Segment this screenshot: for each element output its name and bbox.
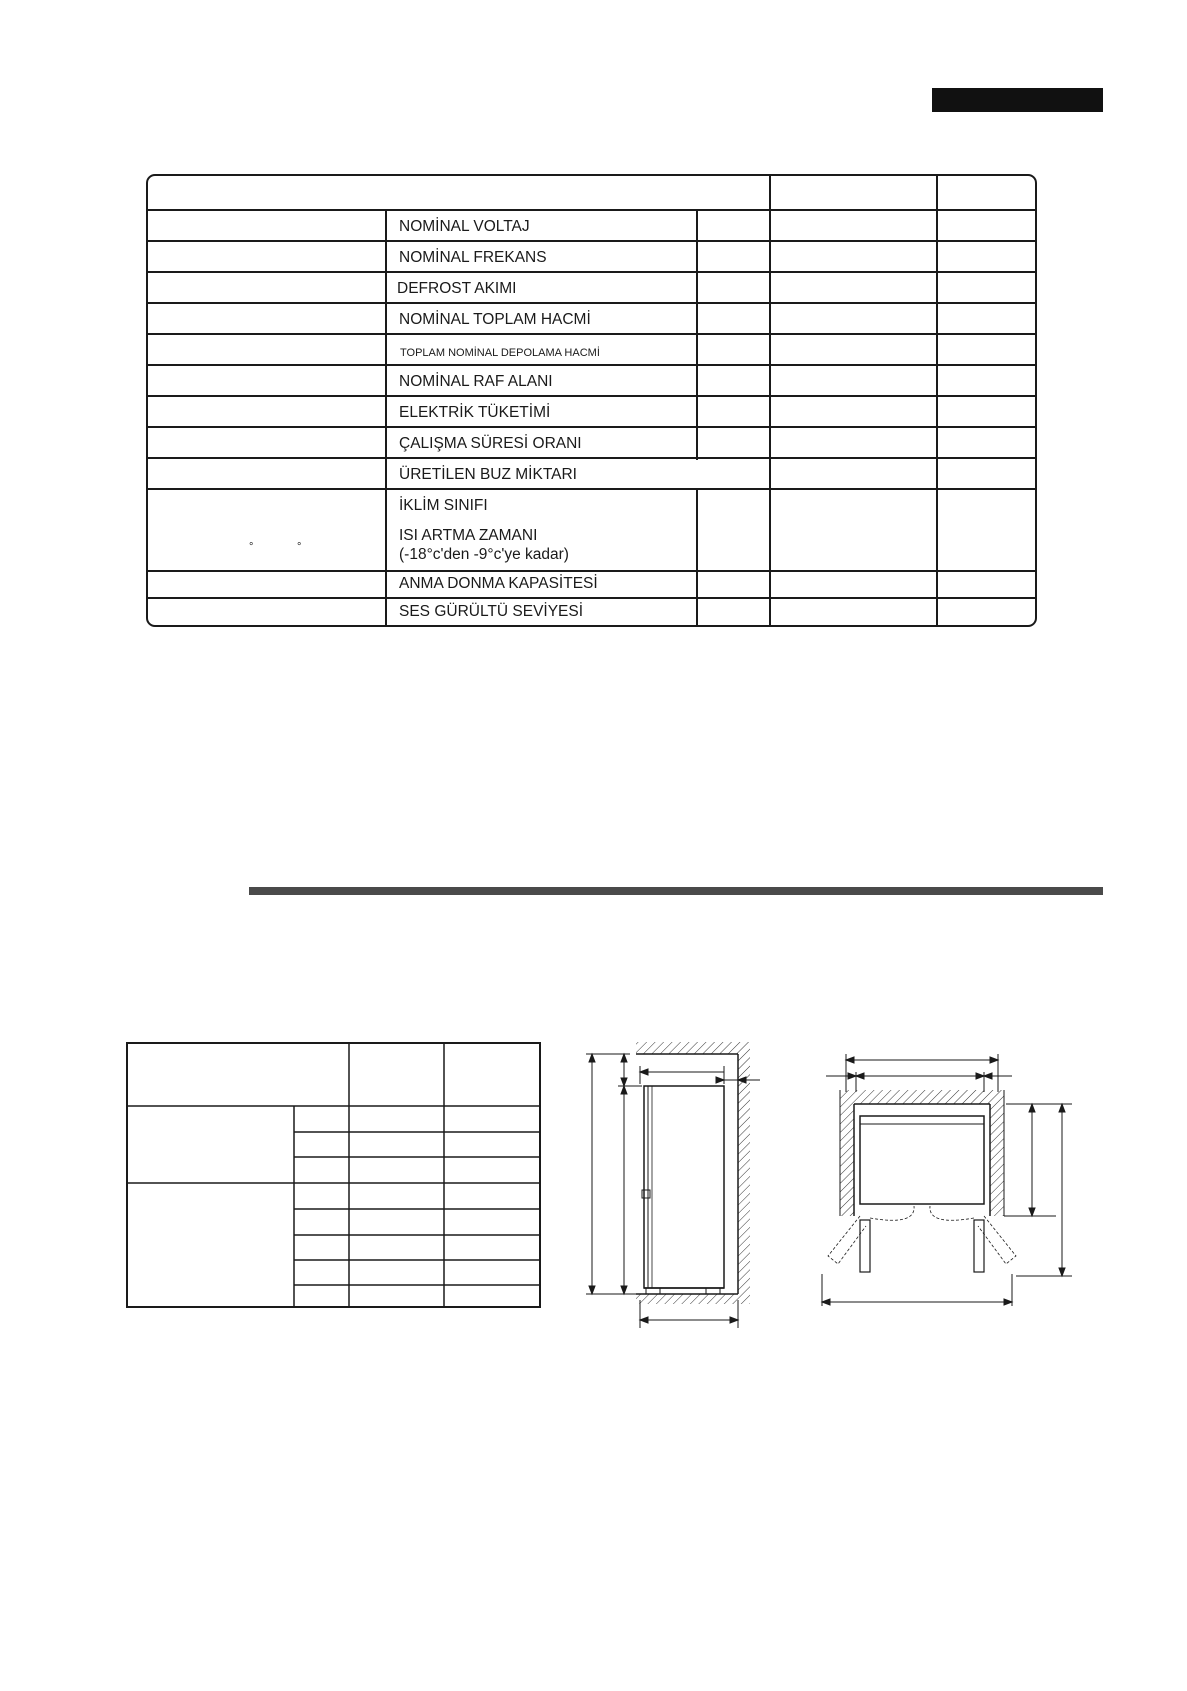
section-tab xyxy=(932,88,1103,112)
side-view-clearance-diagram xyxy=(576,1036,766,1331)
spec-label-temperature-rise-range: (-18°c'den -9°c'ye kadar) xyxy=(399,546,569,563)
spec-label-ice-production: ÜRETİLEN BUZ MİKTARI xyxy=(399,466,577,483)
spec-label-rated-voltage: NOMİNAL VOLTAJ xyxy=(399,218,530,235)
specification-table xyxy=(146,174,1037,627)
table-divider xyxy=(148,333,1035,335)
spec-label-rated-total-volume: NOMİNAL TOPLAM HACMİ xyxy=(399,311,591,328)
table-divider xyxy=(148,209,1035,211)
table-divider xyxy=(148,364,1035,366)
table-divider xyxy=(148,570,1035,572)
table-divider xyxy=(148,302,1035,304)
table-divider xyxy=(148,597,1035,599)
table-divider xyxy=(936,176,938,625)
spec-label-running-time-ratio: ÇALIŞMA SÜRESİ ORANI xyxy=(399,435,582,452)
spec-label-defrost-current: DEFROST AKIMI xyxy=(397,280,517,297)
table-divider xyxy=(769,176,771,625)
table-divider xyxy=(148,271,1035,273)
dimensions-table xyxy=(126,1042,541,1308)
spec-label-rated-frequency: NOMİNAL FREKANS xyxy=(399,249,547,266)
table-divider xyxy=(148,457,1035,459)
table-divider xyxy=(148,488,1035,490)
table-divider xyxy=(385,209,387,625)
spec-label-climate-class: İKLİM SINIFI xyxy=(399,497,488,514)
table-divider xyxy=(148,395,1035,397)
degree-symbol: ° xyxy=(297,541,302,553)
degree-symbol: ° xyxy=(249,541,254,553)
table-divider xyxy=(148,240,1035,242)
top-view-clearance-diagram xyxy=(816,1046,1072,1306)
table-divider xyxy=(696,488,698,625)
spec-label-total-storage-volume: TOPLAM NOMİNAL DEPOLAMA HACMİ xyxy=(400,347,600,359)
spec-label-temperature-rise-time: ISI ARTMA ZAMANI xyxy=(399,527,538,544)
spec-label-noise-level: SES GÜRÜLTÜ SEVİYESİ xyxy=(399,603,584,620)
table-divider xyxy=(696,209,698,460)
spec-label-freezing-capacity: ANMA DONMA KAPASİTESİ xyxy=(399,575,598,592)
table-divider xyxy=(148,426,1035,428)
section-rule xyxy=(249,887,1103,895)
spec-label-energy-consumption: ELEKTRİK TÜKETİMİ xyxy=(399,404,551,421)
spec-label-shelf-area: NOMİNAL RAF ALANI xyxy=(399,373,553,390)
dimensions-table-grid xyxy=(128,1044,539,1306)
